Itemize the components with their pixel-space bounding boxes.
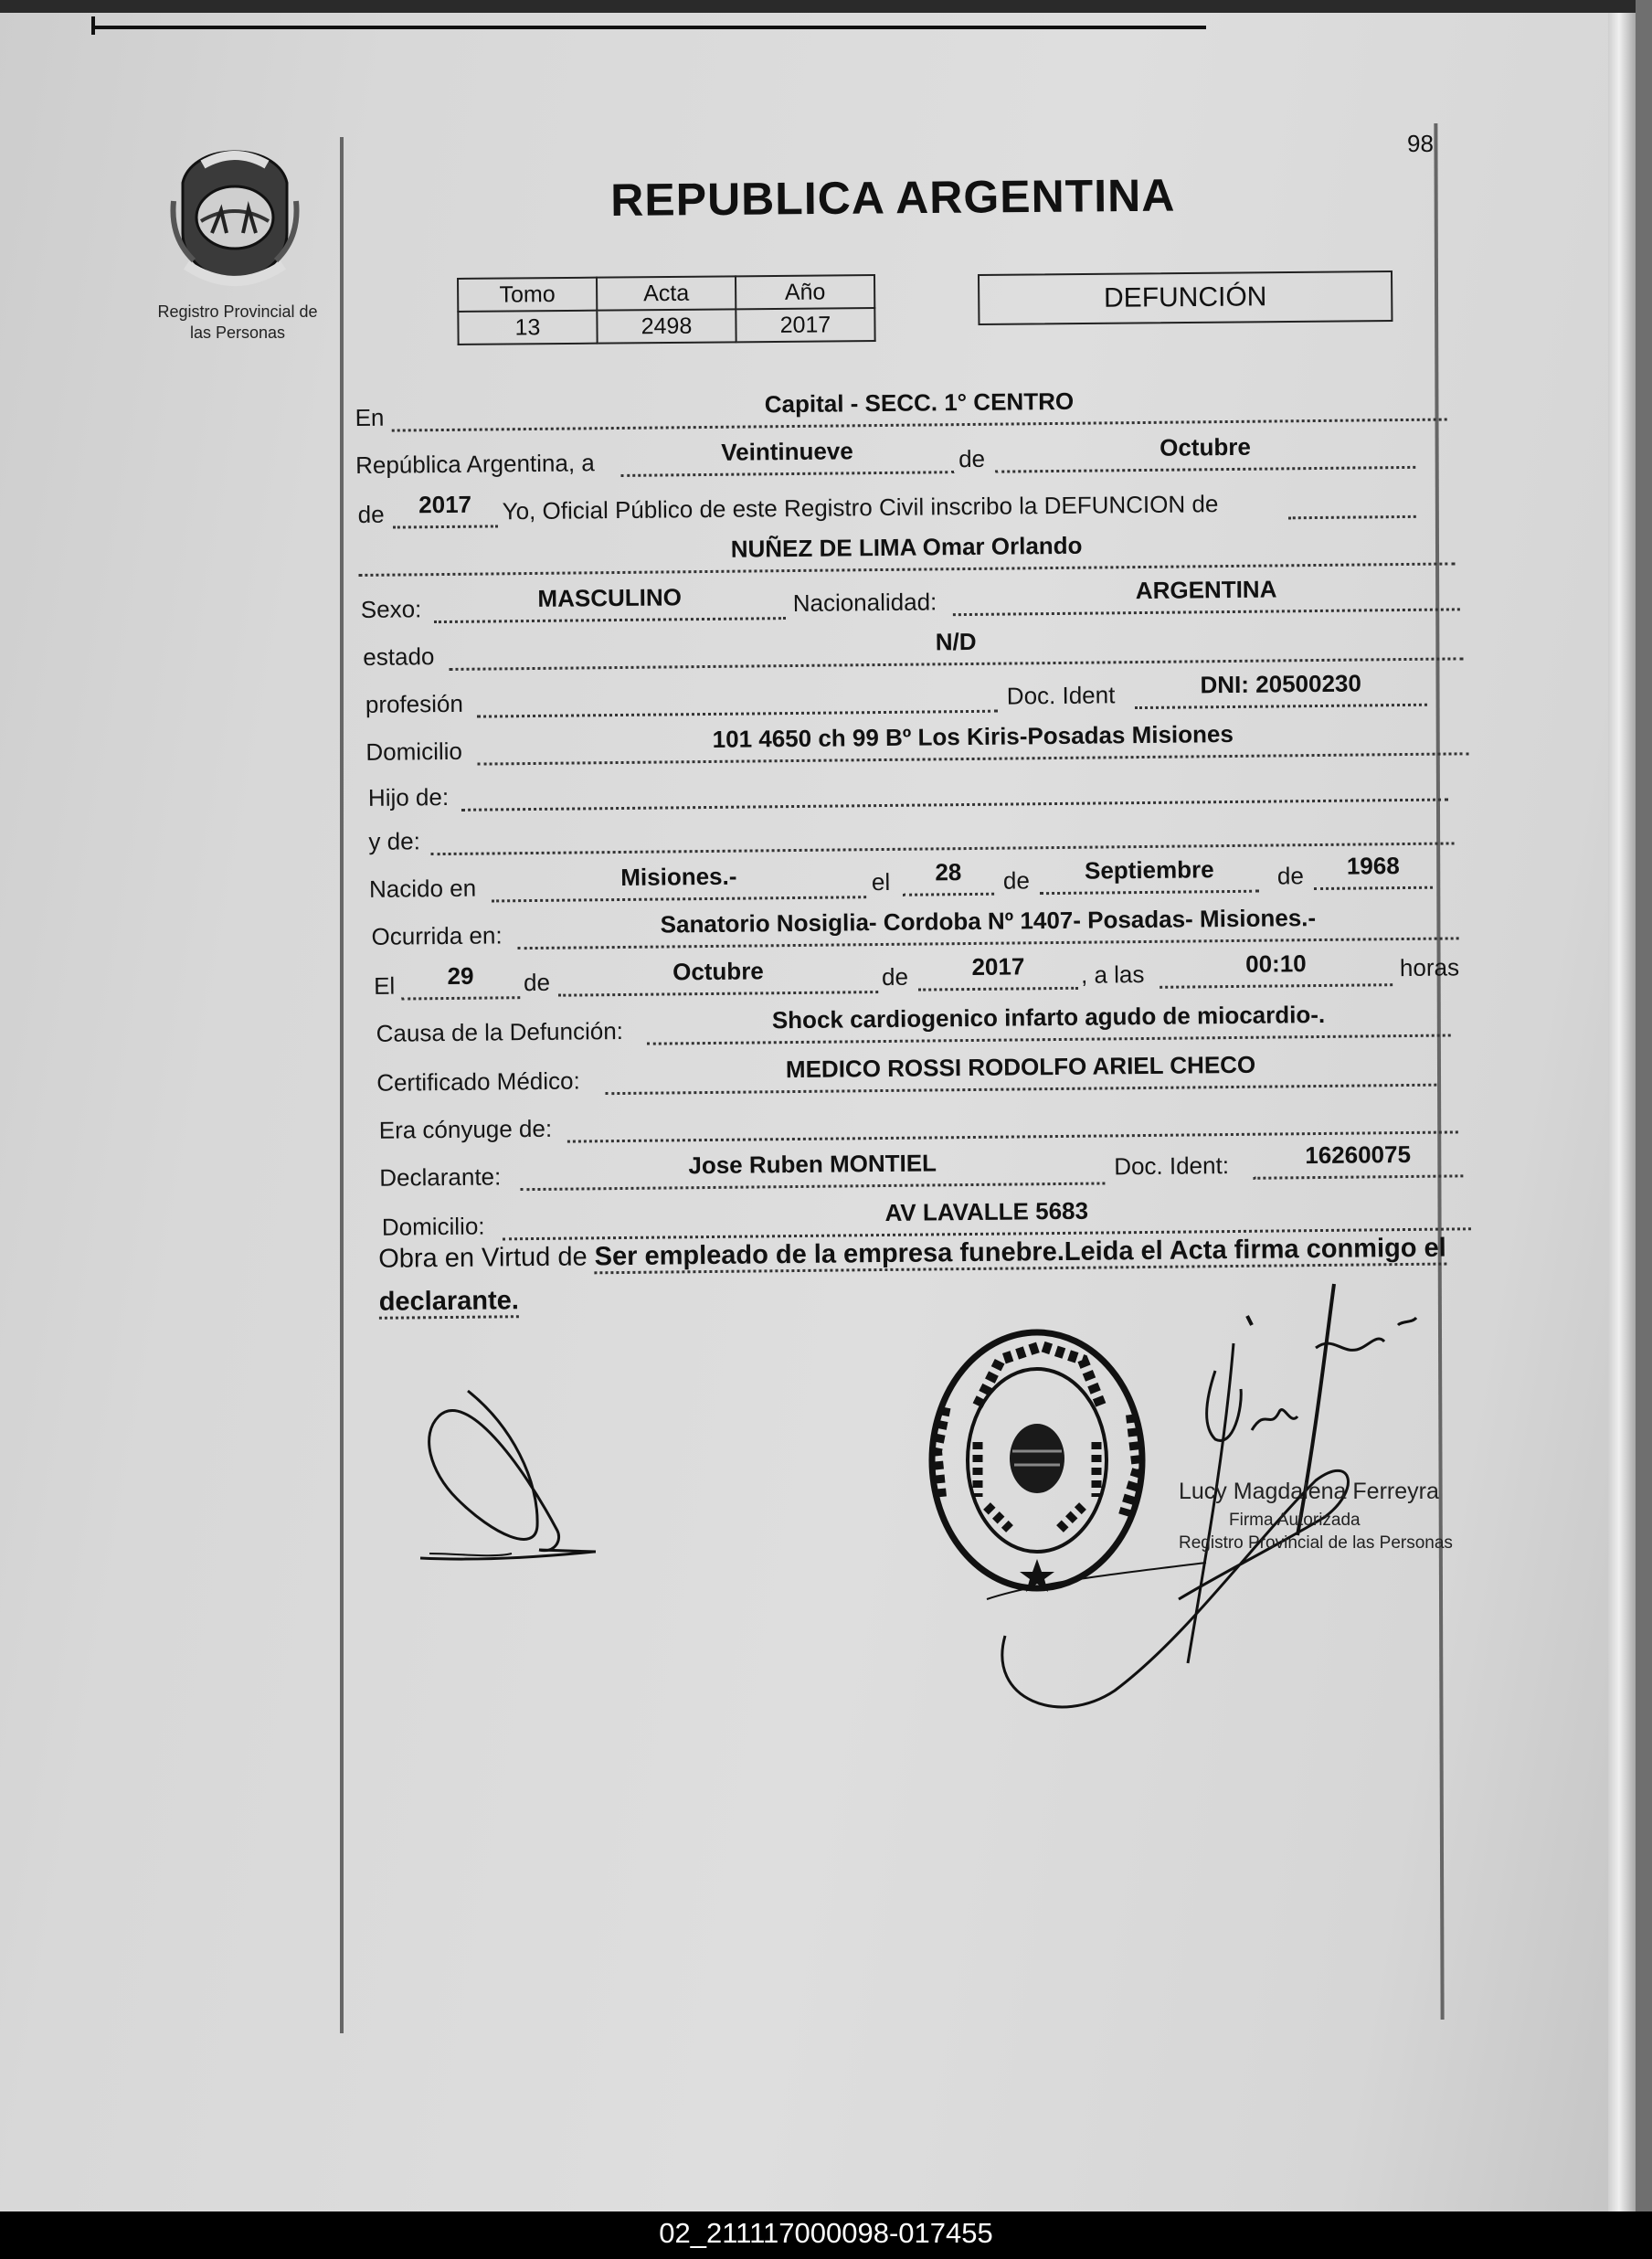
ocurrida-value: Sanatorio Nosiglia- Cordoba Nº 1407- Posadas- Misiones.-	[660, 904, 1317, 939]
tomo-header: Tomo	[458, 278, 597, 312]
document-type-box: DEFUNCIÓN	[978, 270, 1393, 325]
nacido-mes-value: Septiembre	[1084, 855, 1214, 885]
estado-value: N/D	[935, 627, 977, 656]
ocurrida-label: Ocurrida en:	[371, 921, 503, 950]
estado-label: estado	[363, 642, 435, 671]
conyuge-field	[567, 1103, 1458, 1142]
en-label: En	[355, 403, 385, 432]
fecha-de1-label: de	[958, 444, 986, 473]
declarante-value: Jose Ruben MONTIEL	[688, 1149, 937, 1180]
fallecimiento-mes-value: Octubre	[672, 957, 764, 986]
declarante-domicilio-value: AV LAVALLE 5683	[884, 1196, 1089, 1226]
causa-label: Causa de la Defunción:	[376, 1016, 624, 1047]
certificado-value: MEDICO ROSSI RODOLFO ARIEL CHECO	[785, 1050, 1256, 1084]
hijo-de-label: Hijo de:	[367, 782, 450, 811]
profesion-label: profesión	[365, 689, 464, 718]
footer-code: 02_211117000098-017455	[659, 2217, 993, 2249]
nacionalidad-value: ARGENTINA	[1135, 575, 1277, 605]
fallecimiento-a-las-label: , a las	[1080, 960, 1145, 989]
fallecimiento-de1-label: de	[523, 968, 551, 997]
y-de-label: y de:	[368, 827, 420, 855]
firmante-org: Registro Provincial de las Personas	[1179, 1533, 1453, 1553]
certificado-label: Certificado Médico:	[376, 1066, 580, 1097]
anio-value: 2017	[736, 308, 874, 342]
acta-header: Acta	[597, 276, 736, 310]
fallecimiento-anio-value: 2017	[971, 952, 1025, 981]
nombre-value: NUÑEZ DE LIMA Omar Orlando	[730, 531, 1083, 563]
declarante-signature-icon	[402, 1371, 621, 1572]
acta-value: 2498	[597, 309, 736, 343]
nacionalidad-label: Nacionalidad:	[792, 588, 937, 618]
fallecimiento-label: El	[373, 971, 396, 1000]
declarante-doc-value: 16260075	[1305, 1140, 1412, 1170]
page-number: 98	[1407, 130, 1434, 157]
declarante-domicilio-label: Domicilio:	[381, 1212, 485, 1241]
inscribo-trailing-field	[1287, 488, 1415, 519]
hijo-de-field	[461, 771, 1448, 811]
fallecimiento-de2-label: de	[881, 962, 909, 992]
registry-label-line1: Registro Provincial de	[157, 302, 318, 321]
conyuge-label: Era cónyuge de:	[378, 1114, 553, 1144]
tomo-value: 13	[458, 311, 597, 345]
profesion-value	[477, 675, 998, 681]
nacido-de1-label: de	[1002, 866, 1031, 895]
nacido-anio-value: 1968	[1346, 852, 1400, 880]
registry-label-line2: las Personas	[189, 323, 286, 342]
obra-value: Ser empleado de la empresa funebre.Leida el Acta firma conmigo el declarante.	[379, 1234, 1446, 1320]
domicilio-label: Domicilio	[365, 737, 463, 766]
doc-ident-label: Doc. Ident	[1006, 681, 1116, 710]
fecha-anio-value: 2017	[418, 490, 472, 519]
profesion-field	[477, 683, 998, 718]
fecha-label: República Argentina, a	[355, 449, 595, 480]
domicilio-value: 101 4650 ch 99 Bº Los Kiris-Posadas Misiones	[712, 719, 1234, 753]
declarante-doc-label: Doc. Ident:	[1114, 1151, 1230, 1181]
sexo-label: Sexo:	[360, 595, 422, 623]
firmante-role: Firma Autorizada	[1229, 1511, 1361, 1530]
fallecimiento-hora-value: 00:10	[1245, 949, 1307, 978]
y-de-field	[430, 814, 1454, 855]
inscribo-text: Yo, Oficial Público de este Registro Civil inscribo la DEFUNCION de	[502, 490, 1219, 525]
causa-value: Shock cardiogenico infarto agudo de miocardio-.	[771, 1000, 1326, 1034]
nacido-el-label: el	[871, 867, 891, 896]
nacido-de2-label: de	[1276, 862, 1304, 890]
fecha-dia-value: Veintinueve	[721, 437, 853, 466]
nacido-lugar-value: Misiones.-	[620, 862, 737, 892]
fallecimiento-dia-value: 29	[447, 961, 474, 990]
doc-ident-value: DNI: 20500230	[1200, 669, 1362, 699]
firmante-name: Lucy Magdalena Ferreyra	[1179, 1479, 1439, 1504]
anio-header: Año	[736, 275, 874, 309]
fallecimiento-horas-label: horas	[1399, 953, 1460, 982]
nacido-dia-value: 28	[935, 858, 962, 886]
firmante-signature-icon	[932, 1270, 1480, 1745]
page-title: REPUBLICA ARGENTINA	[610, 169, 1176, 226]
fecha-de2-label: de	[357, 500, 385, 528]
obra-label: Obra en Virtud de	[378, 1242, 588, 1274]
fecha-mes-value: Octubre	[1159, 432, 1251, 461]
declarante-label: Declarante:	[379, 1162, 502, 1192]
sexo-value: MASCULINO	[537, 583, 683, 612]
en-value: Capital - SECC. 1° CENTRO	[764, 387, 1075, 419]
nacido-label: Nacido en	[368, 874, 477, 903]
